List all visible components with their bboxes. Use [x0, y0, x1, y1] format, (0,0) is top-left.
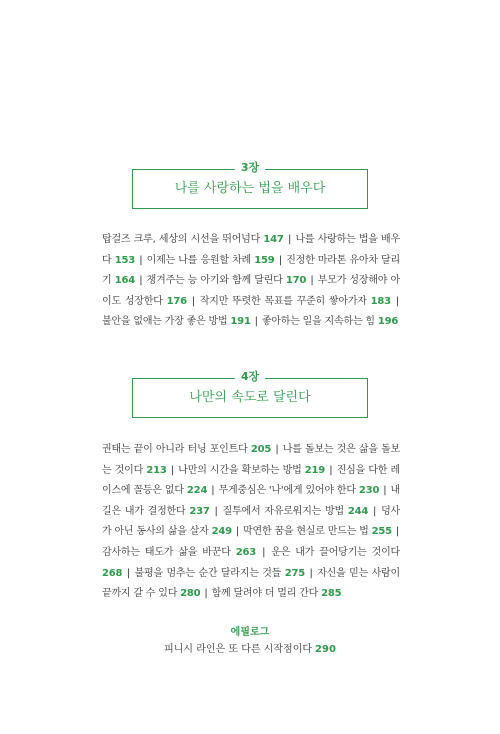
- toc-entry-title: 권태는 끝이 아니라 터닝 포인트다: [102, 444, 248, 455]
- toc-entry[interactable]: [243, 526, 392, 537]
- toc-entry-page: 147: [263, 234, 284, 245]
- toc-entry[interactable]: [147, 255, 275, 266]
- toc-entry[interactable]: [262, 316, 398, 327]
- toc-entry-title: 덩사가 아닌 동사의 삶을 살자: [102, 505, 401, 538]
- separator: |: [257, 546, 271, 558]
- toc-entry-page: 249: [211, 526, 232, 538]
- chapter-3-label: 3장: [235, 160, 265, 176]
- chapter-3-box: [132, 161, 368, 209]
- separator: |: [210, 505, 222, 517]
- chapter-4-box: [132, 370, 368, 418]
- separator: |: [305, 567, 317, 579]
- toc-entry-page: 164: [114, 275, 135, 287]
- separator: |: [307, 275, 317, 287]
- toc-entry-page: 268: [102, 567, 123, 579]
- epilogue-title: 피니시 라인은 또 다른 시작점이다: [164, 644, 313, 655]
- toc-entry-title: 챙겨주는 능 아기와 함께 달린다: [146, 275, 283, 287]
- toc-entry-page: 205: [250, 444, 272, 455]
- toc-entry[interactable]: [102, 234, 284, 245]
- toc-entry-page: 237: [189, 505, 210, 517]
- separator: |: [391, 295, 399, 307]
- toc-entry-page: 176: [166, 295, 187, 307]
- toc-entry-title: 불평을 멈추는 순간 달라지는 것들: [134, 567, 282, 579]
- toc-entry-page: 280: [180, 588, 201, 600]
- separator: |: [251, 316, 261, 328]
- toc-entry-title: 불안을 없애는 가장 좋은 방법: [102, 316, 228, 328]
- toc-entry-page: 263: [235, 546, 257, 558]
- toc-entry-title: 자신을 믿는 사람이 끝까지 갈 수 있다: [102, 567, 400, 600]
- toc-entry-title: 운은 내가 끌어당기는 것이다: [271, 546, 400, 558]
- separator: |: [272, 444, 282, 455]
- toc-entry-title: 진심을 다한 레이스에 꼴등은 없다: [102, 464, 400, 497]
- toc-entry[interactable]: [147, 275, 306, 286]
- separator: |: [392, 526, 400, 538]
- separator: |: [136, 275, 146, 287]
- toc-entry-page: 230: [358, 485, 380, 497]
- toc-entry-page: 183: [370, 295, 391, 307]
- separator: |: [123, 567, 134, 579]
- separator: |: [326, 464, 336, 476]
- toc-entry-title: 질투에서 자유로워지는 방법: [222, 505, 344, 517]
- separator: |: [284, 234, 295, 245]
- toc-entry-page: 213: [146, 464, 167, 476]
- toc-entry[interactable]: [212, 588, 342, 599]
- separator: |: [187, 295, 199, 307]
- toc-entry-title: 좋아하는 일을 지속하는 힘: [261, 316, 375, 328]
- toc-entry-title: 탑걸즈 크루, 세상의 시선을 뛰어넘다: [102, 234, 261, 245]
- toc-entry-title: 진정한 마라톤 유아차 달리기: [102, 254, 400, 287]
- epilogue-label: 에필로그: [230, 627, 270, 638]
- toc-entry-page: 196: [377, 316, 399, 328]
- chapter-3-contents: [102, 230, 400, 333]
- toc-entry-title: 나를 돌보는 것은 삶을 돌보는 것이다: [102, 444, 400, 476]
- toc-entry[interactable]: [219, 485, 380, 496]
- epilogue-entry: [0, 640, 500, 655]
- toc-entry-title: 부모가 성장해야 아이도 성장한다: [102, 275, 400, 307]
- toc-entry[interactable]: [223, 506, 369, 517]
- toc-entry-page: 285: [321, 588, 342, 600]
- chapter-4-label: 4장: [235, 369, 265, 385]
- toc-entry[interactable]: [135, 568, 305, 579]
- toc-entry-page: 219: [304, 464, 326, 476]
- toc-entry-page: 255: [371, 526, 392, 538]
- toc-entry[interactable]: [102, 316, 251, 327]
- toc-entry[interactable]: [178, 465, 325, 476]
- toc-entry-page: 224: [186, 485, 208, 497]
- toc-entry-page: 159: [254, 254, 275, 266]
- toc-entry-title: 함께 달려야 더 멀리 간다: [211, 588, 319, 600]
- toc-entry-page: 244: [347, 505, 369, 517]
- separator: |: [380, 485, 390, 497]
- chapter-4-contents: [102, 440, 400, 605]
- toc-entry-page: 153: [114, 254, 135, 266]
- separator: |: [208, 485, 218, 497]
- toc-entry[interactable]: [102, 444, 271, 455]
- toc-entry-title: 이제는 나를 응원할 차례: [146, 254, 251, 266]
- toc-entry-title: 나만의 시간을 확보하는 방법: [178, 464, 302, 476]
- toc-entry-title: 막연한 꿈을 현실로 만드는 법: [243, 526, 369, 538]
- toc-entry-title: 작지만 뚜렷한 목표를 꾸준히 쌓아가자: [199, 295, 367, 307]
- epilogue-page: 290: [315, 644, 336, 655]
- separator: |: [232, 526, 243, 538]
- toc-entry-page: 191: [230, 316, 251, 328]
- toc-entry-page: 170: [285, 275, 307, 287]
- separator: |: [275, 254, 286, 266]
- separator: |: [167, 464, 178, 476]
- separator: |: [136, 254, 146, 266]
- toc-entry[interactable]: [200, 296, 391, 307]
- toc-entry-title: 감사하는 태도가 삶을 바꾼다: [102, 546, 231, 558]
- toc-entry-page: 275: [284, 567, 305, 579]
- separator: |: [369, 505, 381, 517]
- toc-entry[interactable]: [102, 547, 256, 558]
- toc-entry-title: 무게중심은 '나'에게 있어야 한다: [218, 485, 356, 497]
- toc-entry-title: 나를 사랑하는 법을 배우다: [102, 234, 400, 266]
- toc-entry-title: 내 길은 내가 결정한다: [102, 485, 400, 517]
- chapter-4-title: 나만의 속도로 달린다: [189, 390, 311, 405]
- chapter-3-title: 나를 사랑하는 법을 배우다: [174, 181, 326, 196]
- separator: |: [201, 588, 211, 600]
